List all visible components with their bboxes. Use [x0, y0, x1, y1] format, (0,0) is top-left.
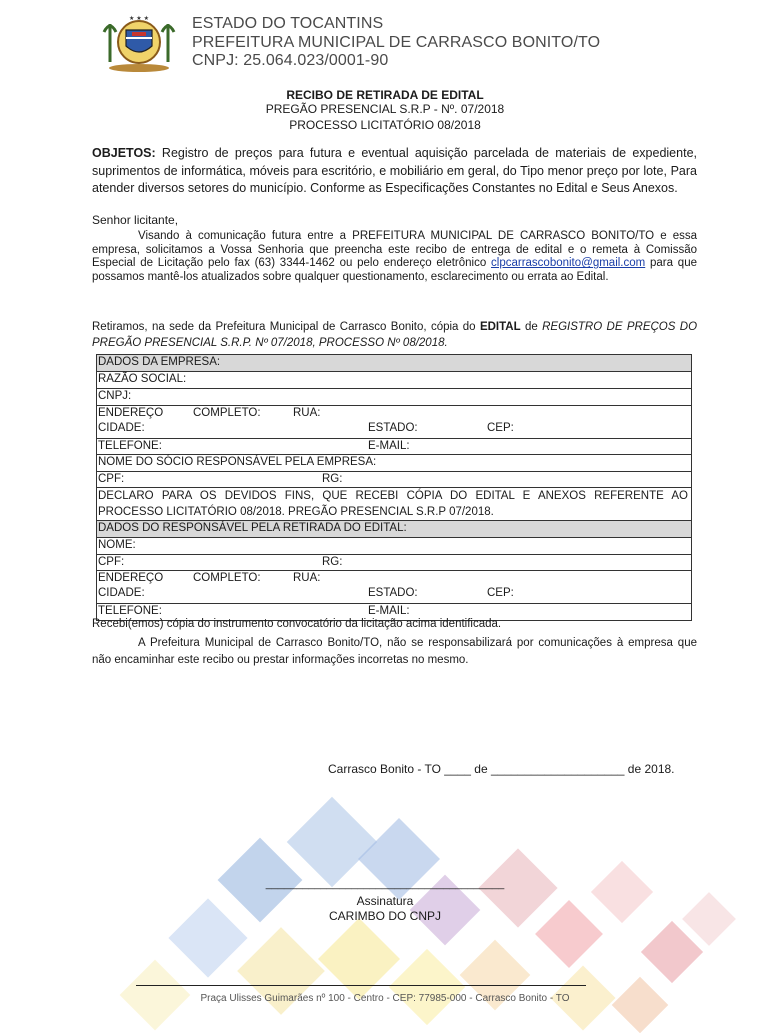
recebi-statement: Recebi(emos) cópia do instrumento convocatório da licitação acima identificada.	[92, 618, 502, 630]
contact-email-link[interactable]: clpcarrascobonito@gmail.com	[491, 257, 646, 270]
label-nome: NOME:	[98, 539, 136, 551]
label-razao-social: RAZÃO SOCIAL:	[98, 373, 187, 385]
header-state: ESTADO DO TOCANTINS	[192, 15, 384, 32]
letter-body-start: Visando à comunicação futura entre a PREFEITURA MUNICIPAL DE CARRASCO BONITO/TO e essa empresa, solicitamos a Vossa Senhoria que preencha este recibo de entrega de edital e o remeta à Comissão Especial de Licitação pelo fax (63) 3344-1462 ou pelo endereço eletrônico	[92, 230, 697, 270]
letter-body	[92, 230, 697, 284]
label-endereco-responsavel: ENDEREÇO	[98, 572, 164, 584]
row-endereco-empresa[interactable]	[97, 406, 691, 439]
footer-address: Praça Ulisses Guimarães nº 100 - Centro - CEP: 77985-000 - Carrasco Bonito - TO	[200, 993, 570, 1004]
letter-body-end: para que possamos mantê-los atualizados sobre qualquer questionamento, esclarecimento ou errata ao Edital.	[92, 257, 697, 283]
document-subtitle-pregao: PREGÃO PRESENCIAL S.R.P - Nº. 07/2018	[265, 102, 505, 116]
label-rg: RG:	[322, 473, 343, 485]
coat-of-arms-logo	[92, 12, 186, 74]
header-prefeitura: PREFEITURA MUNICIPAL DE CARRASCO BONITO/TO	[192, 34, 601, 51]
label-rg-responsavel: RG:	[322, 556, 343, 568]
label-dados-responsavel: DADOS DO RESPONSÁVEL PELA RETIRADA DO EDITAL:	[98, 522, 407, 534]
row-cnpj[interactable]	[97, 389, 691, 406]
label-cnpj: CNPJ:	[98, 390, 132, 402]
label-cep: CEP:	[487, 422, 514, 434]
label-socio: NOME DO SÓCIO RESPONSÁVEL PELA EMPRESA:	[98, 456, 377, 468]
row-cpf-rg-responsavel[interactable]	[97, 555, 691, 571]
footer-divider	[136, 985, 586, 986]
label-cidade: CIDADE:	[98, 422, 145, 434]
label-rua-responsavel: RUA:	[293, 572, 321, 584]
retiramos-edital: EDITAL	[479, 321, 521, 333]
retiramos-text1: Retiramos, na sede da Prefeitura Municipal de Carrasco Bonito, cópia do	[92, 321, 480, 333]
label-email: E-MAIL:	[368, 440, 410, 452]
signature-line[interactable]: _______________________________________	[265, 878, 505, 890]
document-title: RECIBO DE RETIRADA DE EDITAL	[286, 88, 484, 102]
retiramos-text2: de	[520, 321, 543, 333]
row-endereco-responsavel[interactable]	[97, 571, 691, 604]
row-nome[interactable]	[97, 538, 691, 555]
row-telefone-empresa[interactable]	[97, 439, 691, 455]
label-cpf-responsavel: CPF:	[98, 556, 125, 568]
document-subtitle-processo: PROCESSO LICITATÓRIO 08/2018	[289, 118, 481, 132]
retiramos-italic: REGISTRO DE PREÇOS DO PREGÃO PRESENCIAL S.R.P. Nº 07/2018, PROCESSO Nº 08/2018.	[92, 321, 698, 349]
header-cnpj: CNPJ: 25.064.023/0001-90	[192, 52, 389, 69]
date-line[interactable]: Carrasco Bonito - TO ____ de ____________________ de 2018.	[328, 762, 675, 776]
salutation: Senhor licitante,	[92, 213, 179, 227]
label-estado-responsavel: ESTADO:	[368, 587, 418, 599]
label-cep-responsavel: CEP:	[487, 587, 514, 599]
objetos-paragraph	[92, 145, 697, 198]
label-rua: RUA:	[293, 407, 321, 419]
objetos-label: OBJETOS:	[92, 146, 156, 160]
row-razao-social[interactable]	[97, 372, 691, 389]
label-completo-responsavel: COMPLETO:	[193, 572, 261, 584]
declaro-text: DECLARO PARA OS DEVIDOS FINS, QUE RECEBI CÓPIA DO EDITAL E ANEXOS REFERENTE AO PROCESSO LICITATÓRIO 08/2018. PREGÃO PRESENCIAL S.R.P 07/2018.	[98, 490, 688, 518]
svg-text:★ ★ ★: ★ ★ ★	[129, 15, 149, 22]
label-estado: ESTADO:	[368, 422, 418, 434]
row-socio[interactable]	[97, 455, 691, 472]
aviso-paragraph: A Prefeitura Municipal de Carrasco Bonito/TO, não se responsabilizará por comunicações à empresa que não encaminhar este recibo ou prestar informações incorretas no mesmo.	[92, 637, 697, 666]
label-cpf: CPF:	[98, 473, 125, 485]
retiramos-paragraph	[92, 320, 697, 351]
label-email-responsavel: E-MAIL:	[368, 605, 410, 617]
label-dados-empresa: DADOS DA EMPRESA:	[98, 356, 221, 368]
row-dados-responsavel	[97, 521, 691, 538]
label-telefone: TELEFONE:	[98, 440, 162, 452]
objetos-text: Registro de preços para futura e eventual aquisição parcelada de materiais de expediente, suprimentos de informática, móveis para escritório, e mobiliário em geral, do Tipo menor preço por lote, Para atender diversos setores do município. Conforme as Especificações Constantes no Edital e Seus Anexos.	[92, 146, 697, 195]
label-telefone-responsavel: TELEFONE:	[98, 605, 162, 617]
row-dados-empresa	[97, 355, 691, 372]
label-cidade-responsavel: CIDADE:	[98, 587, 145, 599]
row-declaro	[97, 488, 691, 521]
row-cpf-rg-socio[interactable]	[97, 472, 691, 488]
label-completo: COMPLETO:	[193, 407, 261, 419]
label-endereco: ENDEREÇO	[98, 407, 164, 419]
receipt-form-table	[96, 354, 692, 621]
signature-label: Assinatura	[356, 894, 414, 908]
stamp-label: CARIMBO DO CNPJ	[328, 909, 441, 923]
